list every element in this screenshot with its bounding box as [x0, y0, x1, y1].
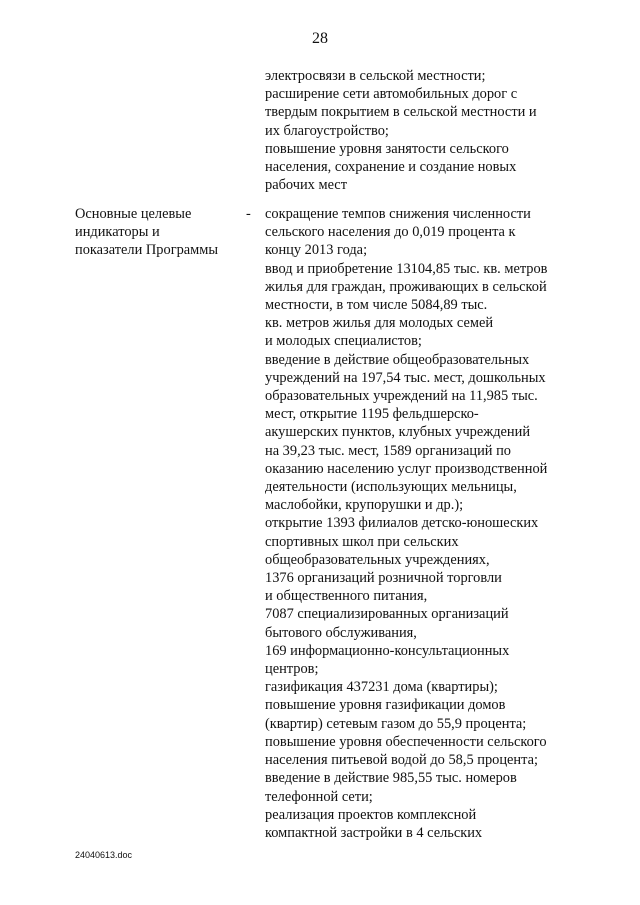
text-line: на 39,23 тыс. мест, 1589 организаций по	[265, 442, 511, 459]
text-line: бытового обслуживания,	[265, 624, 417, 641]
text-line: 1376 организаций розничной торговли	[265, 570, 502, 587]
text-line: 7087 специализированных организаций	[265, 606, 509, 623]
page-number: 28	[312, 30, 328, 47]
text-line: ввод и приобретение 13104,85 тыс. кв. метров	[265, 260, 548, 277]
text-line: общеобразовательных учреждениях,	[265, 551, 490, 568]
text-line: твердым покрытием в сельской местности и	[265, 104, 537, 121]
text-line: центров;	[265, 661, 319, 678]
text-line: компактной застройки в 4 сельских	[265, 824, 483, 841]
text-line: газификация 437231 дома (квартиры);	[265, 679, 498, 696]
text-line: введение в действие общеобразовательных	[265, 351, 530, 368]
text-line: сельского населения до 0,019 процента к	[265, 224, 516, 241]
text-line: образовательных учреждений на 11,985 тыс.	[265, 388, 538, 405]
section-label-line: индикаторы и	[75, 224, 160, 241]
text-line: реализация проектов комплексной	[265, 806, 477, 823]
continued-text-block	[265, 67, 565, 194]
text-line: спортивных школ при сельских	[265, 533, 459, 550]
text-line: открытие 1393 филиалов детско-юношеских	[265, 515, 539, 532]
section-label-line: показатели Программы	[75, 242, 219, 259]
text-line: и молодых специалистов;	[265, 333, 422, 350]
text-line: сокращение темпов снижения численности	[265, 206, 531, 222]
text-line: населения питьевой водой до 58,5 процента;	[265, 752, 538, 769]
section-label-line: Основные целевые	[75, 206, 192, 222]
text-line: расширение сети автомобильных дорог с	[265, 86, 518, 103]
text-line: деятельности (использующих мельницы,	[265, 479, 517, 496]
text-line: повышение уровня обеспеченности сельского	[265, 733, 547, 750]
text-line: и общественного питания,	[265, 588, 428, 605]
text-line: акушерских пунктов, клубных учреждений	[265, 424, 531, 441]
text-line: повышение уровня занятости сельского	[265, 140, 509, 157]
text-line: телефонной сети;	[265, 788, 373, 805]
text-line: рабочих мест	[265, 177, 347, 194]
text-line: оказанию населению услуг производственной	[265, 460, 548, 477]
text-line: местности, в том числе 5084,89 тыс.	[265, 297, 488, 314]
text-line: мест, открытие 1195 фельдшерско-	[265, 406, 479, 423]
footer-filename: 24040613.doc	[75, 850, 133, 860]
indicators-text-block	[265, 205, 565, 842]
section-label	[75, 205, 240, 260]
text-line: населения, сохранение и создание новых	[265, 159, 517, 176]
section-dash: -	[246, 206, 251, 222]
text-line: жилья для граждан, проживающих в сельской	[265, 278, 547, 295]
text-line: введение в действие 985,55 тыс. номеров	[265, 770, 517, 787]
text-line: их благоустройство;	[265, 122, 389, 139]
text-line: концу 2013 года;	[265, 242, 368, 259]
text-line: повышение уровня газификации домов	[265, 697, 506, 714]
text-line: (квартир) сетевым газом до 55,9 процента;	[265, 715, 527, 732]
text-line: 169 информационно-консультационных	[265, 642, 510, 659]
text-line: кв. метров жилья для молодых семей	[265, 315, 494, 332]
text-line: электросвязи в сельской местности;	[265, 68, 486, 84]
text-line: маслобойки, крупорушки и др.);	[265, 497, 464, 514]
text-line: учреждений на 197,54 тыс. мест, дошкольных	[265, 369, 546, 386]
